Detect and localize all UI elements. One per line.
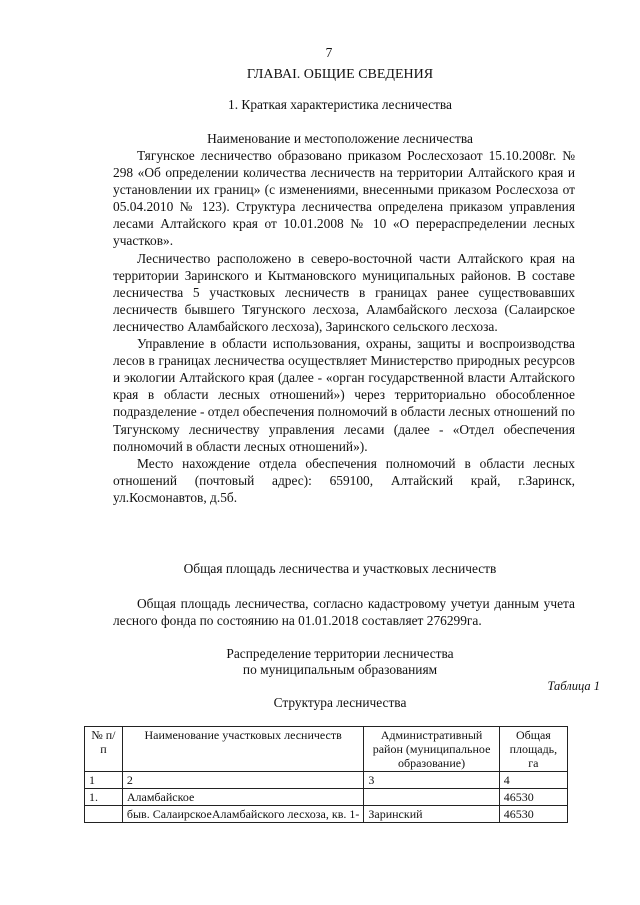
table-cell-name: Аламбайское — [122, 789, 364, 806]
table-cell-district: Заринский — [364, 806, 499, 823]
paragraph-address: Место нахождение отдела обеспечения полномочий в области лесных отношений (почтовый адрес): 659100, Алтайский край, г.Заринск, ул.Космонавтов, д.5б. — [113, 455, 575, 505]
table-cell-area: 46530 — [499, 789, 567, 806]
table-row — [85, 806, 568, 823]
column-number-cell: 3 — [364, 772, 499, 789]
section-title: 1. Краткая характеристика лесничества — [228, 97, 452, 112]
structure-table — [84, 726, 568, 823]
table-label: Таблица 1 — [547, 679, 600, 693]
page-number: 7 — [325, 45, 333, 60]
table-cell-district — [364, 789, 499, 806]
header-number: № п/п — [85, 727, 123, 772]
area-text-block — [113, 595, 575, 629]
subheading-distribution-line2: по муниципальным образованиям — [242, 662, 438, 677]
subheading-area: Общая площадь лесничества и участковых лесничеств — [183, 561, 497, 576]
paragraph-establishment: Тягунское лесничество образовано приказом Рослесхозаот 15.10.2008г. № 298 «Об определении количества лесничеств на территории Алтайского края и установлении их границ» (с изменениями, внесенными приказом Рослесхоза от 05.04.2010 № 123). Структура лесничества определена приказом управления лесами Алтайского края от 10.01.2008 № 10 «О перераспределении лесных участков». — [113, 148, 575, 249]
subheading-distribution-line1: Распределение территории лесничества — [226, 646, 454, 661]
header-district: Административный район (муниципальное образование) — [364, 727, 499, 772]
paragraph-total-area: Общая площадь лесничества, согласно кадастровому учетуи данным учета лесного фонда по состоянию на 01.01.2018 составляет 276299га. — [113, 596, 575, 629]
header-area: Общая площадь, га — [499, 727, 567, 772]
table-cell-name: быв. СалаирскоеАламбайского лесхоза, кв. 1- — [122, 806, 364, 823]
table-cell-area: 46530 — [499, 806, 567, 823]
table-header-row — [85, 727, 568, 772]
table-row — [85, 789, 568, 806]
column-number-cell: 1 — [85, 772, 123, 789]
location-text-block — [113, 147, 575, 506]
header-name: Наименование участковых лесничеств — [122, 727, 364, 772]
table-column-numbers-row — [85, 772, 568, 789]
column-number-cell: 2 — [122, 772, 364, 789]
table-title: Структура лесничества — [273, 695, 407, 710]
table-cell-number — [85, 806, 123, 823]
subheading-location: Наименование и местоположение лесничества — [207, 131, 473, 146]
chapter-title: ГЛАВАI. ОБЩИЕ СВЕДЕНИЯ — [246, 67, 434, 82]
paragraph-location: Лесничество расположено в северо-восточной части Алтайского края на территории Заринского и Кытмановского муниципальных районов. В составе лесничества 5 участковых лесничеств в границах ранее существовавших лесничеств бывшего Тягунского лесхоза, Аламбайского лесхоза (Салаирское лесничество Аламбайского лесхоза), Заринского сельского лесхоза. — [113, 250, 575, 334]
column-number-cell: 4 — [499, 772, 567, 789]
paragraph-management: Управление в области использования, охраны, защиты и воспроизводства лесов в границах лесничества осуществляет Министерство природных ресурсов и экологии Алтайского края (далее - «орган государственной власти Алтайского края в области лесных отношений») через территориально обособленное подразделение - отдел обеспечения полномочий в области лесных отношений по Тягунскому лесничеству управления лесами (далее - «Отдел обеспечения полномочий в области лесных отношений»). — [113, 336, 575, 454]
table-cell-number: 1. — [85, 789, 123, 806]
